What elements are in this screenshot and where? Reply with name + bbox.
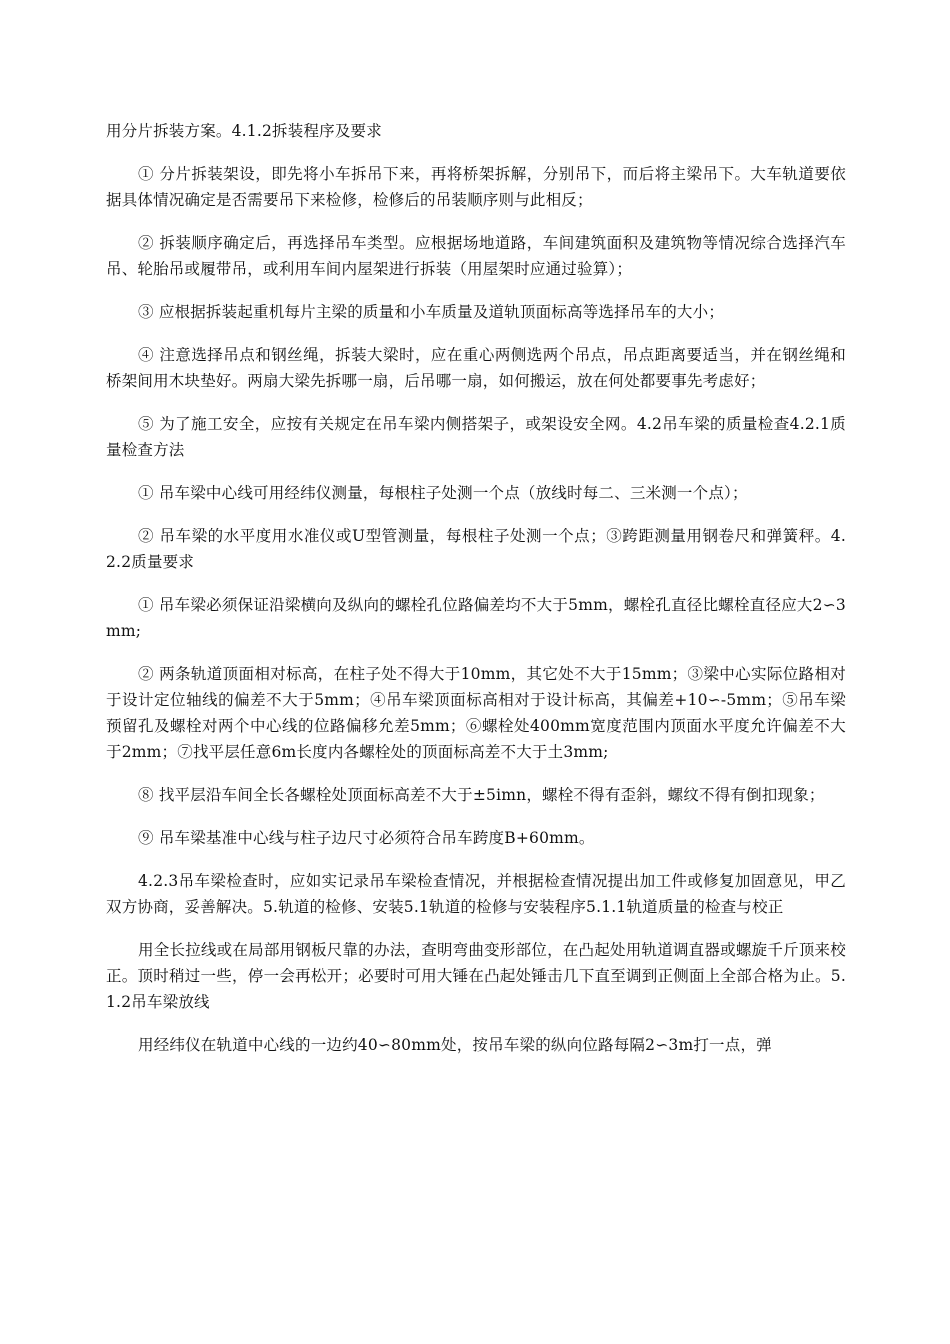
paragraph: ② 拆装顺序确定后，再选择吊车类型。应根据场地道路，车间建筑面积及建筑物等情况综合选择汽车吊、轮胎吊或履带吊，或利用车间内屋架进行拆装（用屋架时应通过验算）； [106, 234, 846, 278]
paragraph: 用全长拉线或在局部用钢板尺靠的办法，查明弯曲变形部位，在凸起处用轨道调直器或螺旋千斤顶来校正。顶时稍过一些，停一会再松开；必要时可用大锤在凸起处锤击几下直至调到正侧面上全部合格为止。5.1.2吊车梁放线 [106, 941, 846, 1011]
paragraph: 用经纬仪在轨道中心线的一边约40∽80mm处，按吊车梁的纵向位路每隔2∽3m打一点，弹 [138, 1036, 772, 1054]
paragraph: 用分片拆装方案。4.1.2拆装程序及要求 [106, 122, 382, 140]
paragraph: ② 两条轨道顶面相对标高，在柱子处不得大于10mm，其它处不大于15mm；③梁中心实际位路相对于设计定位轴线的偏差不大于5mm；④吊车梁顶面标高相对于设计标高，其偏差+10∽-5mm；⑤吊车梁预留孔及螺栓对两个中心线的位路偏移允差5mm；⑥螺栓处400mm宽度范围内顶面水平度允许偏差不大于2mm；⑦找平层任意6m长度内各螺栓处的顶面标高差不大于土3mm; [106, 665, 846, 761]
paragraph: ⑧ 找平层沿车间全长各螺栓处顶面标高差不大于±5imn，螺栓不得有歪斜，螺纹不得有倒扣现象； [138, 786, 825, 804]
paragraph: ③ 应根据拆装起重机每片主梁的质量和小车质量及道轨顶面标高等选择吊车的大小； [138, 303, 725, 321]
paragraph: ① 分片拆装架设，即先将小车拆吊下来，再将桥架拆解，分别吊下，而后将主梁吊下。大车轨道要依据具体情况确定是否需要吊下来检修，检修后的吊装顺序则与此相反； [106, 165, 846, 209]
paragraph: ⑨ 吊车梁基准中心线与柱子边尺寸必须符合吊车跨度B+60mm。 [138, 829, 595, 847]
paragraph: ① 吊车梁中心线可用经纬仪测量，每根柱子处测一个点（放线时每二、三米测一个点）； [138, 484, 748, 502]
paragraph: ⑤ 为了施工安全，应按有关规定在吊车梁内侧搭架子，或架设安全网。4.2吊车梁的质量检查4.2.1质量检查方法 [106, 415, 846, 459]
paragraph: ② 吊车梁的水平度用水准仪或U型管测量，每根柱子处测一个点；③跨距测量用钢卷尺和弹簧秤。4.2.2质量要求 [106, 527, 846, 571]
document-body [106, 118, 846, 1075]
paragraph: ① 吊车梁必须保证沿梁横向及纵向的螺栓孔位路偏差均不大于5mm，螺栓孔直径比螺栓直径应大2∽3mm; [106, 596, 846, 640]
paragraph: 4.2.3吊车梁检查时，应如实记录吊车梁检查情况，并根据检查情况提出加工件或修复加固意见，甲乙双方协商，妥善解决。5.轨道的检修、安装5.1轨道的检修与安装程序5.1.1轨道质量的检查与校正 [106, 872, 846, 916]
paragraph: ④ 注意选择吊点和钢丝绳，拆装大梁时，应在重心两侧选两个吊点，吊点距离要适当，并在钢丝绳和桥架间用木块垫好。两扇大梁先拆哪一扇，后吊哪一扇，如何搬运，放在何处都要事先考虑好； [106, 346, 846, 390]
